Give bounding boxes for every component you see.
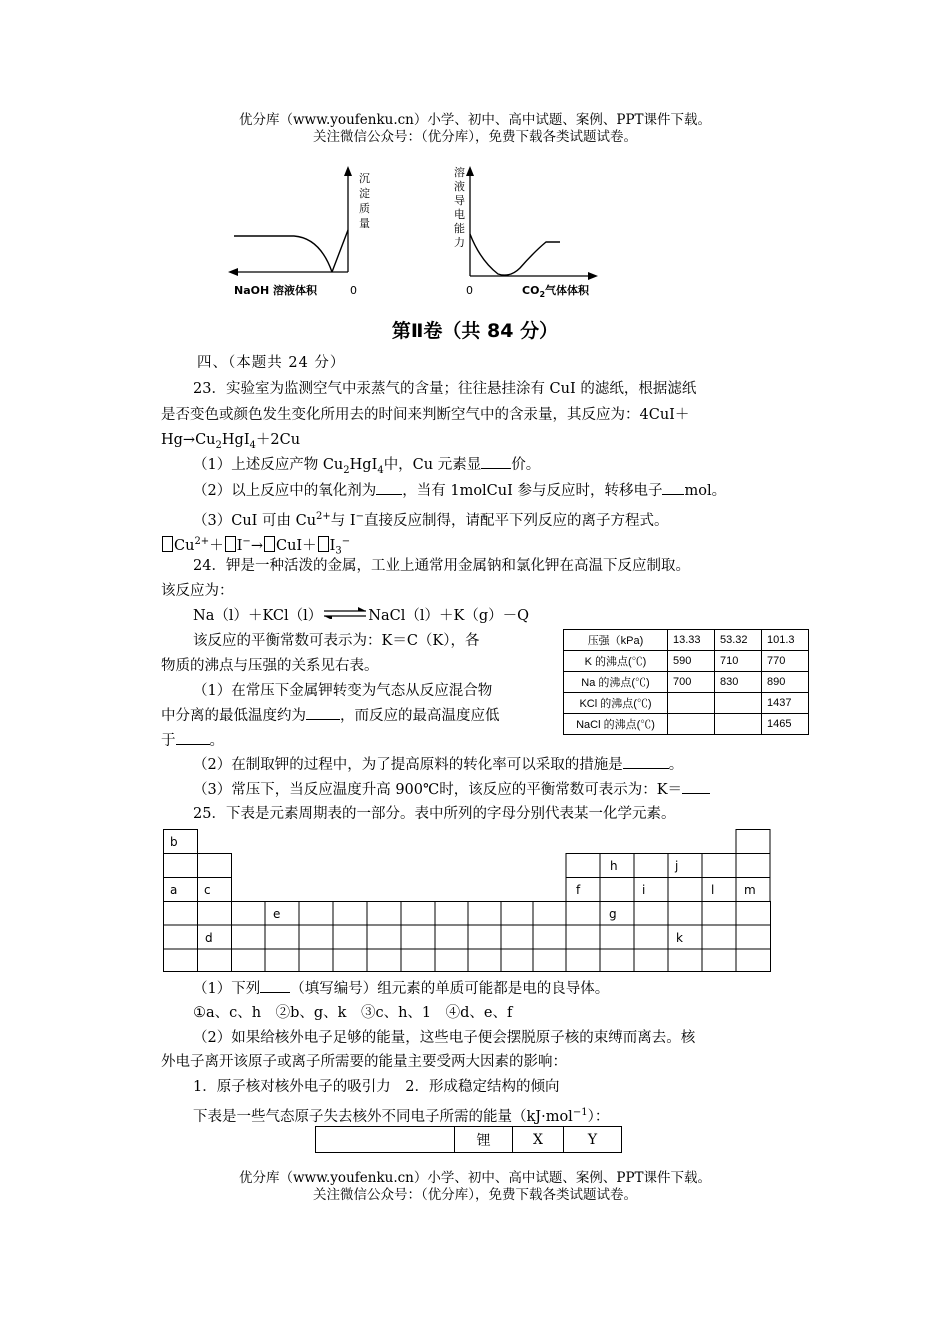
section-title: 第Ⅱ卷（共 84 分）: [391, 320, 559, 342]
element-d: d: [205, 931, 213, 945]
y-label-char-4: 量: [359, 217, 370, 230]
table-cell: 压强（kPa): [564, 630, 668, 651]
table-cell: K 的沸点(℃): [564, 651, 668, 672]
table-cell: 590: [668, 651, 715, 672]
answer-blank[interactable]: [481, 454, 511, 469]
footer-line-1: 优分库（www.youfenku.cn）小学、初中、高中试题、案例、PPT课件下载。: [238, 1170, 712, 1186]
y-label-char-1: 沉: [359, 172, 370, 185]
table-cell: 53.32: [715, 630, 762, 651]
table-row: [564, 693, 809, 714]
equilibrium-arrow-icon: [322, 607, 368, 619]
element-a: a: [170, 883, 178, 897]
x-axis-label: $CO_2$气体体积: [522, 284, 590, 299]
table-cell: NaCl 的沸点(℃): [564, 714, 668, 735]
boiling-point-table: [563, 629, 809, 735]
q23-stem-2: 是否变色或颜色发生变化所用去的时间来判断空气中的含汞量，其反应为：4CuI＋: [161, 407, 690, 423]
x-axis-arrow: [588, 272, 598, 280]
element-m: m: [744, 883, 756, 897]
q24-line-1: 该反应的平衡常数可表示为：K＝C（K），各: [193, 633, 480, 649]
q24-equation: Na（l）＋KCl（l） NaCl（l）＋K（g）－Q: [193, 608, 529, 624]
y-label-char-4: 电: [454, 208, 465, 221]
q24-part-2: （2）在制取钾的过程中，为了提高原料的转化率可以采取的措施是 。: [161, 753, 823, 778]
coef-box[interactable]: [264, 536, 275, 552]
element-l: l: [711, 883, 715, 897]
element-b: b: [170, 835, 178, 849]
table-row: [564, 651, 809, 672]
q24-part-3: （3）常压下，当反应温度升高 900℃时，该反应的平衡常数可表示为：K＝: [161, 778, 823, 803]
q25-stem: 25．下表是元素周期表的一部分。表中所列的字母分别代表某一化学元素。: [193, 806, 676, 822]
q24-line-3: （1）在常压下金属钾转变为气态从反应混合物: [193, 683, 493, 699]
y-label-char-6: 力: [454, 236, 465, 249]
q23-part-1: （1）上述反应产物 $Cu_2HgI_4$中，Cu 元素显 价。: [161, 453, 823, 483]
table-cell: 1437: [762, 693, 809, 714]
y-label-char-2: 淀: [359, 187, 370, 200]
element-k: k: [676, 931, 683, 945]
origin-label: 0: [350, 284, 357, 297]
element-j: j: [675, 859, 679, 873]
q24-line-4: 中分离的最低温度约为 ，而反应的最高温度应低: [161, 704, 556, 729]
answer-blank[interactable]: [176, 730, 210, 745]
x-axis-label: NaOH 溶液体积: [234, 284, 318, 297]
graph-precipitate-mass: [222, 160, 372, 300]
element-i: i: [642, 883, 646, 897]
answer-blank[interactable]: [376, 480, 402, 495]
coef-box[interactable]: [225, 536, 236, 552]
table-cell: 830: [715, 672, 762, 693]
q24-line-5: 于 。: [161, 729, 556, 754]
y-label-char-3: 导: [454, 194, 465, 207]
y-label-char-3: 质: [359, 202, 370, 215]
coef-box[interactable]: [162, 536, 173, 552]
q25-part-2-line-1: （2）如果给核外电子足够的能量，这些电子便会摆脱原子核的束缚而离去。核: [193, 1030, 696, 1046]
table-cell: [316, 1127, 455, 1153]
table-cell: KCl 的沸点(℃): [564, 693, 668, 714]
ionization-energy-table: [315, 1126, 622, 1153]
table-cell: Na 的沸点(℃): [564, 672, 668, 693]
table-cell: Y: [564, 1127, 622, 1153]
table-cell: 890: [762, 672, 809, 693]
q25-factors: 1．原子核对核外电子的吸引力 2．形成稳定结构的倾向: [193, 1079, 560, 1095]
header-line-2: 关注微信公众号：（优分库），免费下载各类试题试卷。: [313, 129, 637, 145]
conductivity-curve: [470, 234, 560, 275]
q24-stem-1: 24．钾是一种活泼的金属，工业上通常用金属钠和氯化钾在高温下反应制取。: [193, 558, 690, 574]
x-axis-arrow: [228, 268, 238, 276]
q23-stem-3: $Hg\to Cu_2HgI_4+2Cu$: [161, 432, 301, 451]
q25-table-intro: 下表是一些气态原子失去核外不同电子所需的能量（kJ·mol$^{-1}$）：: [193, 1107, 610, 1125]
table-cell: 770: [762, 651, 809, 672]
coef-box[interactable]: [318, 536, 329, 552]
table-cell: 13.33: [668, 630, 715, 651]
element-g: g: [609, 907, 617, 921]
table-cell: 700: [668, 672, 715, 693]
y-label-char-1: 溶: [454, 166, 465, 179]
table-cell: 1465: [762, 714, 809, 735]
q25-options: ①a、c、h ②b、g、k ③c、h、1 ④d、e、f: [193, 1005, 513, 1021]
answer-blank[interactable]: [260, 978, 290, 993]
table-row: [564, 714, 809, 735]
y-label-char-2: 液: [454, 180, 465, 193]
origin-label: 0: [466, 284, 473, 297]
element-c: c: [204, 883, 211, 897]
q25-part-1: （1）下列 （填写编号）组元素的单质可能都是电的良导体。: [161, 977, 823, 1002]
q24-line-2: 物质的沸点与压强的关系见右表。: [161, 658, 379, 674]
element-f: f: [576, 883, 581, 897]
table-row: [564, 672, 809, 693]
footer-line-2: 关注微信公众号：（优分库），免费下载各类试题试卷。: [313, 1187, 637, 1203]
periodic-table: [163, 829, 771, 972]
table-cell: 710: [715, 651, 762, 672]
header-line-1: 优分库（www.youfenku.cn）小学、初中、高中试题、案例、PPT课件下载。: [238, 112, 712, 128]
q23-part-2: （2）以上反应中的氧化剂为 ，当有 1molCuI 参与反应时，转移电子 mol。: [161, 479, 823, 504]
table-cell: [668, 693, 715, 714]
q24-stem-2: 该反应为：: [161, 583, 234, 599]
answer-blank[interactable]: [682, 779, 710, 794]
answer-blank[interactable]: [623, 754, 669, 769]
q25-part-2-line-2: 外电子离开该原子或离子所需要的能量主要受两大因素的影响：: [161, 1054, 567, 1070]
graph-conductivity: [450, 160, 610, 300]
table-row: [564, 630, 809, 651]
table-cell: 101.3: [762, 630, 809, 651]
q23-part-3: （3）CuI 可由 $Cu^{2+}$与 I−直接反应制得，请配平下列反应的离子方程式。: [193, 511, 669, 529]
table-cell: X: [513, 1127, 564, 1153]
answer-blank[interactable]: [662, 480, 684, 495]
table-row: [316, 1127, 622, 1153]
table-cell: 锂: [455, 1127, 513, 1153]
table-cell: [668, 714, 715, 735]
part4-title: 四、（本题共 24 分）: [197, 355, 346, 371]
element-e: e: [273, 907, 281, 921]
y-axis-arrow: [344, 166, 352, 176]
answer-blank[interactable]: [306, 705, 340, 720]
y-axis-arrow: [466, 166, 474, 176]
q23-equation: $Cu^{2+}+ I^-\to CuI+ I_3^-$: [161, 529, 791, 564]
q23-stem-1: 23．实验室为监测空气中汞蒸气的含量；往往悬挂涂有 CuI 的滤纸，根据滤纸: [193, 381, 697, 397]
precipitate-curve: [234, 230, 348, 272]
table-cell: [715, 693, 762, 714]
table-cell: [715, 714, 762, 735]
element-h: h: [610, 859, 618, 873]
y-label-char-5: 能: [454, 222, 465, 235]
